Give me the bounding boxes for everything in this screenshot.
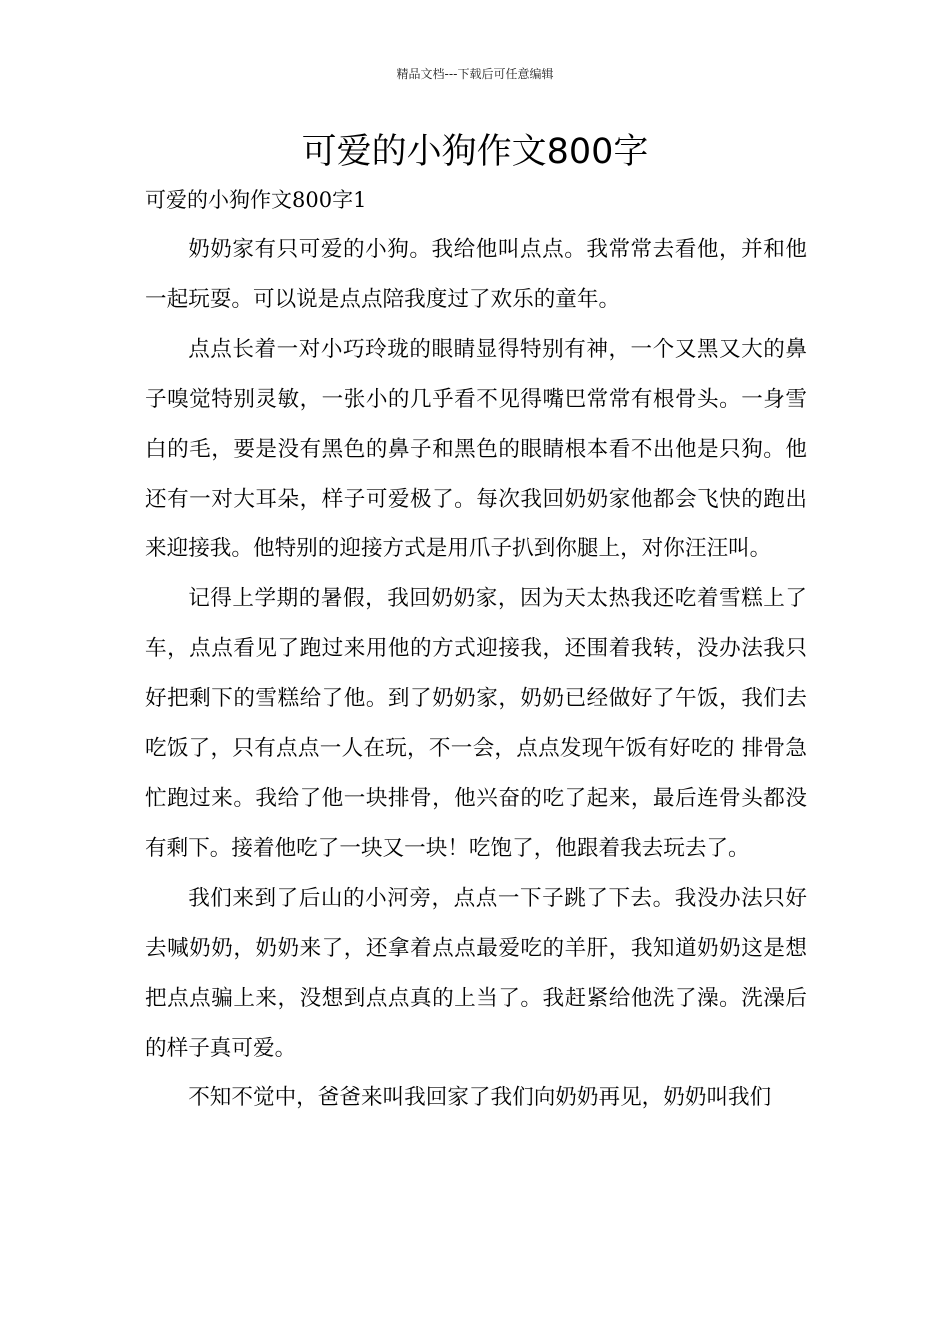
essay-subheading: 可爱的小狗作文800字1 — [145, 188, 367, 212]
paragraph: 奶奶家有只可爱的小狗。我给他叫点点。我常常去看他，并和他一起玩耍。可以说是点点陪我度过了欢乐的童年。 — [145, 237, 807, 312]
document-title: 可爱的小狗作文800字 — [301, 132, 649, 172]
paragraph: 我们来到了后山的小河旁，点点一下子跳了下去。我没办法只好去喊奶奶，奶奶来了，还拿着点点最爱吃的羊肝，我知道奶奶这是想把点点骗上来，没想到点点真的上当了。我赶紧给他洗了澡。洗澡后的样子真可爱。 — [145, 885, 807, 1061]
paragraph: 点点长着一对小巧玲珑的眼睛显得特别有神，一个又黑又大的鼻子嗅觉特别灵敏，一张小的几乎看不见得嘴巴常常有根骨头。一身雪白的毛，要是没有黑色的鼻子和黑色的眼睛根本看不出他是只狗。他还有一对大耳朵，样子可爱极了。每次我回奶奶家他都会飞快的跑出来迎接我。他特别的迎接方式是用爪子扒到你腿上，对你汪汪叫。 — [145, 336, 807, 562]
essay-body — [145, 225, 807, 1123]
paragraph: 不知不觉中，爸爸来叫我回家了我们向奶奶再见，奶奶叫我们 — [188, 1085, 772, 1111]
header-note: 精品文档---下载后可任意编辑 — [396, 67, 554, 81]
paragraph: 记得上学期的暑假，我回奶奶家，因为天太热我还吃着雪糕上了车，点点看见了跑过来用他的方式迎接我，还围着我转，没办法我只好把剩下的雪糕给了他。到了奶奶家，奶奶已经做好了午饭，我们去吃饭了，只有点点一人在玩，不一会，点点发现午饭有好吃的 排骨急忙跑过来。我给了他一块排骨，他兴奋的吃了起来，最后连骨头都没有剩下。接着他吃了一块又一块！吃饱了，他跟着我去玩去了。 — [145, 586, 807, 861]
